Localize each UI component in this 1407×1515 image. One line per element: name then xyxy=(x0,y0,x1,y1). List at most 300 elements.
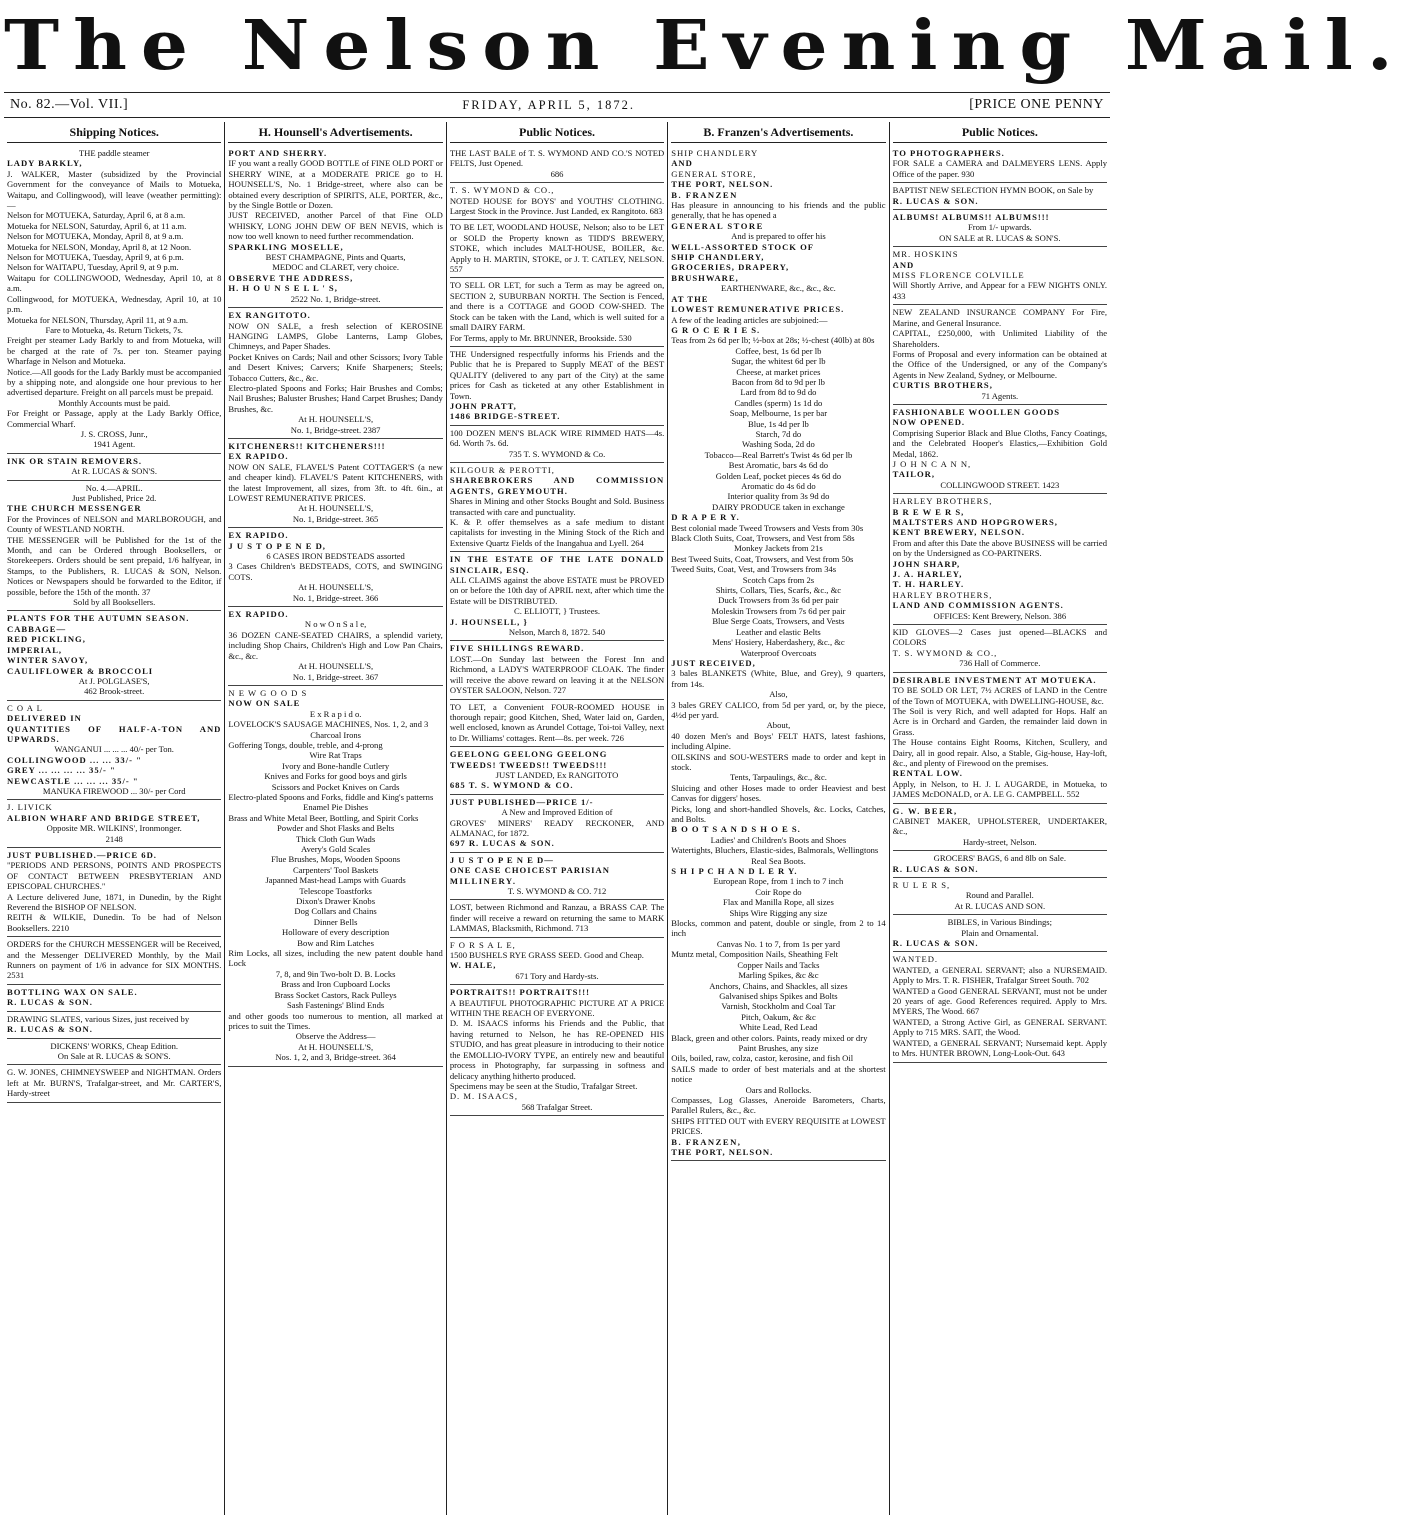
ad-text-line: Carpenters' Tool Baskets xyxy=(292,864,379,875)
ad-text-line: A BEAUTIFUL PHOTOGRAPHIC PICTURE AT A PRICE WITHIN THE REACH OF EVERYONE. xyxy=(449,997,665,1019)
ad-text-line: At R. LUCAS AND SON. xyxy=(954,900,1046,911)
ad-text-line: SHIP CHANDLERY, xyxy=(671,252,765,263)
ad-text-line: JUST PUBLISHED.—PRICE 6D. xyxy=(7,850,157,860)
ad-text-line: R. LUCAS & SON. xyxy=(7,997,93,1008)
ad-text-line: Galvanised ships Spikes and Bolts xyxy=(719,990,838,1001)
ad-text-line: B. FRANZEN xyxy=(671,189,738,200)
ad-text-line: CAPITAL, £250,000, with Unlimited Liability of the Shareholders. xyxy=(892,328,1108,349)
advertisement xyxy=(893,915,1107,952)
ad-text-line: European Rope, from 1 inch to 7 inch xyxy=(713,876,844,887)
ad-text-line: 40 dozen Men's and Boys' FELT HATS, latest fashions, including Alpine. xyxy=(671,730,886,752)
ad-text-line: Starch, 7d do xyxy=(755,428,802,439)
ad-text-line: "PERIODS AND PERSONS, POINTS AND PROSPECTS OF CONTACT BETWEEN PRESBYTERIAN AND EPISCOPAL CHURCHES." xyxy=(7,860,222,892)
advertisement xyxy=(671,146,885,1161)
ad-text-line: TO PHOTOGRAPHERS. xyxy=(892,148,1005,158)
ad-text-line: Charcoal Irons xyxy=(310,729,362,740)
advertisement xyxy=(228,607,442,686)
advertisement xyxy=(893,210,1107,247)
ad-text-line: Shirts, Collars, Ties, Scarfs, &c., &c xyxy=(715,585,842,596)
ad-text-line: Sash Fastenings' Blind Ends xyxy=(286,1000,385,1011)
ad-text-line: SHIP CHANDLERY xyxy=(671,148,759,158)
ad-text-line: J. S. CROSS, Junr., xyxy=(80,428,148,439)
ad-text-line: IMPERIAL, xyxy=(7,644,63,655)
ad-text-line: GENERAL STORE, xyxy=(671,168,757,179)
ad-text-line: NOW ON SALE xyxy=(228,698,301,709)
ad-text-line: LOST.—On Sunday last between the Forest Inn and Richmond, a LADY'S WATERPROOF CLOAK. The finder will receive the above reward on leaving it at the NELSON OYSTER SALOON, Nelson. 727 xyxy=(449,653,665,696)
ad-text-line: SHAREBROKERS AND COMMISSION AGENTS, GREYMOUTH. xyxy=(449,475,665,496)
ad-text-line: For Terms, apply to Mr. BRUNNER, Brookside. 530 xyxy=(449,332,632,343)
ad-text-line: Watertights, Bluchers, Elastic-sides, Balmorals, Wellingtons xyxy=(671,845,879,856)
ad-text-line: FOR SALE a CAMERA and DALMEYERS LENS. Apply Office of the paper. 930 xyxy=(892,158,1108,179)
ad-text-line: MEDOC and CLARET, very choice. xyxy=(272,262,400,273)
ad-text-line: EARTHENWARE, &c., &c., &c. xyxy=(721,283,836,294)
ad-text-line: JUST PUBLISHED—PRICE 1/- xyxy=(449,796,594,807)
ad-text-line: THE LAST BALE of T. S. WYMOND AND CO.'S NOTED FELTS, Just Opened. xyxy=(449,148,665,169)
ad-text-line: J. A. HARLEY, xyxy=(892,569,963,580)
ad-text-line: Electro-plated Spoons and Forks; Hair Brushes and Combs; Nail Brushes; Baluster Brushes; Hand Carpet Brushes; Dandy Brushes, &c. xyxy=(228,382,443,414)
ad-text-line: At H. HOUNSELL'S, xyxy=(298,414,374,425)
ad-text-line: About, xyxy=(766,720,791,731)
ad-text-line: LAND AND COMMISSION AGENTS. xyxy=(892,600,1064,611)
ad-text-line: ALL CLAIMS against the above ESTATE must be PROVED on or before the 10th day of APRIL next, after which time the Estate will be DISTRIBUTED. xyxy=(449,575,665,606)
ad-text-line: 3 Cases Children's BEDSTEADS, COTS, and SWINGING COTS. xyxy=(228,561,443,582)
ad-text-line: 1500 BUSHELS RYE GRASS SEED. Good and Cheap. xyxy=(449,950,644,961)
ad-text-line: Paint Brushes, any size xyxy=(738,1042,819,1053)
ad-text-line: Leather and elastic Belts xyxy=(736,626,821,637)
ad-text-line: CURTIS BROTHERS, xyxy=(892,380,993,391)
ad-text-line: Flue Brushes, Mops, Wooden Spoons xyxy=(271,854,401,865)
advertisement xyxy=(450,985,664,1116)
ad-text-line: Avery's Gold Scales xyxy=(301,844,371,854)
ad-text-line: THE paddle steamer xyxy=(78,148,150,158)
column-public-notices-1 xyxy=(446,122,667,1515)
ad-text-line: S H I P C H A N D L E R Y. xyxy=(671,866,798,877)
ad-text-line: Ladies' and Children's Boots and Shoes xyxy=(710,834,847,845)
ad-text-line: Interior quality from 3s 9d do xyxy=(727,491,830,502)
ad-text-line: J U S T O P E N E D, xyxy=(228,540,326,551)
advertisement xyxy=(893,494,1107,625)
column-heading: Shipping Notices. xyxy=(7,122,221,143)
ad-text-line: N o w O n S a l e, xyxy=(304,619,367,630)
ad-text-line: G. W. JONES, CHIMNEYSWEEP and NIGHTMAN. Orders left at Mr. BURN'S, Trafalgar-street, and Mr. CARTER'S, Hardy-street xyxy=(7,1067,222,1099)
ad-text-line: CAULIFLOWER & BROCCOLI xyxy=(7,665,154,676)
ad-text-line: TO BE LET, WOODLAND HOUSE, Nelson; also to be LET or SOLD the Property known as TIDD'S BREWERY, STOKE, which includes MALT-HOUSE, BOILER, &c. Apply to H. MARTIN, STOKE, or J. T. CATLEY, NELSON. 557 xyxy=(449,222,665,275)
ad-text-line: ON SALE at R. LUCAS & SON'S. xyxy=(939,232,1061,243)
ad-text-line: R U L E R S, xyxy=(892,880,951,890)
ad-text-line: LOST, between Richmond and Ranzau, a BRASS CAP. The finder will receive a reward on returning the same to MARK LAMMAS, Blacksmith, Richmond. 713 xyxy=(449,902,665,934)
ad-text-line: 685 T. S. WYMOND & CO. xyxy=(449,780,574,791)
ad-text-line: Nos. 1, 2, and 3, Bridge-street. 364 xyxy=(275,1052,396,1063)
ad-text-line: TWEEDS! TWEEDS!! TWEEDS!!! xyxy=(449,759,608,770)
advertisement xyxy=(893,247,1107,305)
ad-text-line: R. LUCAS & SON. xyxy=(892,195,979,206)
ad-text-line: EX RANGITOTO. xyxy=(228,310,311,321)
masthead-title: The Nelson Evening Mail. xyxy=(4,6,1407,86)
ad-text-line: OFFICES: Kent Brewery, Nelson. 386 xyxy=(933,610,1067,621)
ad-text-line: TO BE SOLD OR LET, 7½ ACRES of LAND in the Centre of the Town of MOTUEKA, with DWELLING-HOUSE, &c. xyxy=(892,685,1108,706)
ad-text-line: JOHN SHARP, xyxy=(892,558,961,569)
ad-text-line: Best Tweed Suits, Coat, Trowsers, and Vest from 50s xyxy=(671,553,854,564)
ad-text-line: EX RAPIDO. xyxy=(228,530,289,541)
column-hounsell-ads xyxy=(224,122,445,1515)
ad-text-line: ONE CASE CHOICEST PARISIAN xyxy=(449,865,610,876)
ad-text-line: GEELONG GEELONG GEELONG xyxy=(449,749,608,760)
ad-text-line: GENERAL STORE xyxy=(671,220,764,231)
advertisement xyxy=(228,439,442,528)
advertisement xyxy=(893,851,1107,878)
column-heading: Public Notices. xyxy=(450,122,664,143)
ad-text-line: T. S. WYMOND & CO. 712 xyxy=(507,886,607,896)
ad-text-line: Golden Leaf, pocket pieces 4s 6d do xyxy=(715,470,842,481)
ad-text-line: Notice.—All goods for the Lady Barkly must be accompanied by a shipping note, and alongside one hour previous to her advertised departure. Freight on all parcels must be prepaid. xyxy=(7,366,222,398)
ad-text-line: 6 CASES IRON BEDSTEADS assorted xyxy=(266,551,405,562)
ad-text-line: Nelson for MOTUEKA, Tuesday, April 9, at 6 p.m. xyxy=(7,252,184,263)
ad-text-line: Motueka for NELSON, Saturday, April 6, at 11 a.m. xyxy=(7,220,187,231)
ad-text-line: Tents, Tarpaulings, &c., &c. xyxy=(729,772,827,783)
advertisement xyxy=(7,611,221,700)
ad-text-line: Best Aromatic, bars 4s 6d do xyxy=(728,460,829,471)
ad-text-line: Blue, 1s 4d per lb xyxy=(747,418,809,429)
ad-text-line: Nelson, March 8, 1872. 540 xyxy=(508,627,606,638)
ad-text-line: BIBLES, in Various Bindings; xyxy=(947,917,1053,928)
advertisement xyxy=(893,405,1107,494)
ad-text-line: 1486 BRIDGE-STREET. xyxy=(449,411,561,422)
ad-text-line: BAPTIST NEW SELECTION HYMN BOOK, on Sale by xyxy=(892,185,1094,196)
ad-text-line: Brass and Iron Cupboard Locks xyxy=(280,979,391,990)
ad-text-line: Bacon from 8d to 9d per lb xyxy=(731,376,825,387)
ad-text-line: EX RAPIDO. xyxy=(228,451,289,462)
advertisement xyxy=(893,878,1107,915)
ad-text-line: C. ELLIOTT, } Trustees. xyxy=(513,606,601,617)
advertisement xyxy=(450,426,664,463)
ad-text-line: INK OR STAIN REMOVERS. xyxy=(7,455,143,466)
ad-text-line: Washing Soda, 2d do xyxy=(742,439,815,450)
ad-text-line: Brass Socket Castors, Rack Pulleys xyxy=(274,989,397,1000)
ad-text-line: KID GLOVES—2 Cases just opened—BLACKS and COLORS xyxy=(892,627,1108,648)
ad-text-line: 3 bales BLANKETS (White, Blue, and Grey), 9 quarters, from 14s. xyxy=(671,668,886,689)
ad-text-line: For the Provinces of NELSON and MARLBOROUGH, and County of WESTLAND NORTH. xyxy=(7,513,222,535)
ad-text-line: QUANTITIES OF HALF-A-TON AND UPWARDS. xyxy=(7,723,222,744)
ad-text-line: 671 Tory and Hardy-sts. xyxy=(515,970,599,981)
ad-text-line: WINTER SAVOY, xyxy=(7,655,89,666)
ad-text-line: WANGANUI ... ... ... 40/- per Ton. xyxy=(54,744,174,755)
advertisement xyxy=(450,463,664,552)
ad-text-line: Scissors and Pocket Knives on Cards xyxy=(271,781,400,792)
advertisement xyxy=(450,183,664,220)
advertisement xyxy=(228,686,442,1067)
advertisement xyxy=(893,305,1107,405)
ad-text-line: Sluicing and other Hoses made to order Heaviest and best Canvas for diggers' hoses. xyxy=(671,782,886,804)
advertisement xyxy=(450,700,664,748)
ad-text-line: Duck Trowsers from 3s 6d per pair xyxy=(718,595,839,606)
ad-text-line: OILSKINS and SOU-WESTERS made to order and kept in stock. xyxy=(671,751,886,772)
ad-text-line: Scotch Caps from 2s xyxy=(742,574,815,585)
ad-text-line: 735 T. S. WYMOND & Co. xyxy=(508,448,606,459)
column-heading: H. Hounsell's Advertisements. xyxy=(228,122,442,143)
ad-text-line: Has pleasure in announcing to his friends and the public generally, that he has opened a xyxy=(671,200,886,221)
ad-text-line: MALTSTERS AND HOPGROWERS, xyxy=(892,517,1058,527)
ad-text-line: J O H N C A N N, xyxy=(892,458,972,469)
ad-text-line: Black Cloth Suits, Coat, Trowsers, and Vest from 58s xyxy=(671,533,855,544)
ad-text-line: Observe the Address— xyxy=(295,1031,376,1042)
ad-text-line: BEST CHAMPAGNE, Pints and Quarts, xyxy=(265,252,406,263)
ad-text-line: HARLEY BROTHERS, xyxy=(892,496,993,507)
ad-text-line: B R E W E R S, xyxy=(892,506,965,517)
ad-text-line: Coffee, best, 1s 6d per lb xyxy=(735,345,822,356)
ad-text-line: ALBION WHARF AND BRIDGE STREET, xyxy=(7,812,201,823)
advertisement xyxy=(7,1012,221,1039)
ad-text-line: WANTED, a GENERAL SERVANT; Nursemaid kept. Apply to Mrs. HUNTER BROWN, Long-Look-Out. 643 xyxy=(892,1037,1108,1059)
ad-text-line: 568 Trafalgar Street. xyxy=(521,1101,593,1112)
ad-text-line: GROVES' MINERS' READY RECKONER, AND ALMANAC, for 1872. xyxy=(449,817,665,838)
ad-text-line: Electro-plated Spoons and Forks, fiddle and King's patterns xyxy=(228,791,434,802)
ad-text-line: From and after this Date the above BUSINESS will be carried on by the Undersigned as CO-PARTNERS. xyxy=(892,537,1108,559)
columns xyxy=(4,122,1110,1515)
ad-text-line: AND xyxy=(671,158,693,169)
advertisement xyxy=(228,146,442,308)
advertisement xyxy=(7,1039,221,1066)
ad-text-line: Moleskin Trowsers from 7s 6d per pair xyxy=(711,605,846,616)
ad-text-line: Monkey Jackets from 21s xyxy=(734,543,823,554)
advertisement xyxy=(7,800,221,848)
ad-text-line: PORT AND SHERRY. xyxy=(228,148,328,158)
ad-text-line: The House contains Eight Rooms, Kitchen, Scullery, and Dairy, all in good repair. Also, a Stable, Gig-house, Hay-loft, &c., and plenty of Firewood on the premises. xyxy=(892,737,1108,768)
ad-text-line: Copper Nails and Tacks xyxy=(737,959,820,970)
ad-text-line: Waitapu for COLLINGWOOD, Wednesday, April 10, at 8 a.m. xyxy=(7,272,222,294)
ad-text-line: THE Undersigned respectfully informs his Friends and the Public that he is Prepared to Supply MEAT of the BEST QUALITY (delivered to any part of the City) at the same prices for Cash as ticketed at any other Establishment in Town. xyxy=(449,348,665,401)
ad-text-line: Pitch, Oakum, &c &c xyxy=(741,1011,816,1022)
ad-text-line: NOW ON SALE, FLAVEL'S Patent COTTAGER'S (a new and cheaper kind). FLAVEL'S Patent KITCHENERS, with the latest Improvement, all sizes, from 3ft. to 4ft. 6in., at LOWEST REMUNERATIVE PRICES. xyxy=(228,461,443,503)
ad-text-line: WANTED a Good GENERAL SERVANT, must not be under 20 years of age. Good References required. Apply to Mrs. MYERS, The Wood. 667 xyxy=(892,985,1108,1017)
ad-text-line: MR. HOSKINS xyxy=(892,249,959,260)
ad-text-line: At H. HOUNSELL'S, xyxy=(298,582,374,593)
ad-text-line: No. 4.—APRIL. xyxy=(85,482,143,493)
ad-text-line: Compasses, Log Glasses, Aneroide Barometers, Charts, Parallel Rulers, &c., &c. xyxy=(671,1094,886,1116)
ad-text-line: THE PORT, NELSON. xyxy=(671,1147,774,1157)
ad-text-line: Will Shortly Arrive, and Appear for a FEW NIGHTS ONLY. 433 xyxy=(892,280,1108,301)
ad-text-line: At J. POLGLASE'S, xyxy=(78,675,150,686)
ad-text-line: Tweed Suits, Coat, Vest, and Trowsers from 34s xyxy=(671,564,837,575)
ad-text-line: JOHN PRATT, xyxy=(449,400,517,411)
advertisement xyxy=(7,454,221,481)
ad-text-line: D. M. ISAACS, xyxy=(449,1091,518,1102)
advertisement xyxy=(893,183,1107,210)
ad-text-line: E x R a p i d o. xyxy=(309,708,362,719)
ad-text-line: 686 xyxy=(550,168,564,179)
ad-text-line: GREY ... ... ... ... 35/- " xyxy=(7,765,116,776)
ad-text-line: KENT BREWERY, NELSON. xyxy=(892,527,1026,538)
ad-text-line: EX RAPIDO. xyxy=(228,609,289,620)
ad-text-line: Blocks, common and patent, double or single, from 2 to 14 inch xyxy=(671,918,886,939)
ad-text-line: BOTTLING WAX ON SALE. xyxy=(7,986,138,997)
ad-text-line: IF you want a really GOOD BOTTLE of FINE OLD PORT or SHERRY WINE, at a MODERATE PRICE go to H. HOUNSELL'S, No. 1 Bridge-street, where also can be obtained every description of SPIRITS, ALE, PORTER, &c., by the Single Bottle or Dozen. xyxy=(228,158,443,211)
column-shipping-notices xyxy=(4,122,224,1515)
ad-text-line: 36 DOZEN CANE-SEATED CHAIRS, a splendid variety, including Shop Chairs, Children's High and Low Pan Chairs, &c., &c. xyxy=(228,629,443,661)
ad-text-line: Comprising Superior Black and Blue Cloths, Fancy Coatings, and the Celebrated Hooper's Elastics,—Exhibition Gold Medal, 1862. xyxy=(892,427,1108,459)
ad-text-line: G. W. BEER, xyxy=(892,805,958,816)
ad-text-line: AND xyxy=(892,259,915,270)
ad-text-line: KITCHENERS!! KITCHENERS!!! xyxy=(228,440,386,451)
ad-text-line: Monthly Accounts must be paid. xyxy=(58,397,171,408)
ad-text-line: Oils, boiled, raw, colza, castor, kerosine, and fish Oil xyxy=(671,1053,854,1064)
ad-text-line: Dog Collars and Chains xyxy=(294,906,377,917)
ad-text-line: Motueka for NELSON, Thursday, April 11, at 9 a.m. xyxy=(7,314,189,325)
ad-text-line: SAILS made to order of best materials and at the shortest notice xyxy=(671,1063,886,1085)
ad-text-line: Teas from 2s 6d per lb; ½-box at 28s; ½-chest (40lb) at 80s xyxy=(671,335,875,346)
ad-text-line: AT THE xyxy=(671,293,709,304)
ad-text-line: T. S. WYMOND & CO., xyxy=(449,185,555,196)
ad-text-line: Holloware of every description xyxy=(282,927,390,938)
ad-text-line: K. & P. offer themselves as a safe medium to distant capitalists for investing in the Mining Stock of the Rich and Extensive Quartz Fields of the Inangahua and Lyell. 264 xyxy=(449,517,665,548)
ad-text-line: Opposite MR. WILKINS', Ironmonger. xyxy=(46,823,182,834)
ad-text-line: G R O C E R I E S. xyxy=(671,324,761,335)
advertisement xyxy=(450,900,664,937)
ad-text-line: For Freight or Passage, apply at the Lady Barkly Office, Commercial Wharf. xyxy=(7,408,222,429)
advertisement xyxy=(7,985,221,1012)
ad-text-line: On Sale at R. LUCAS & SON'S. xyxy=(57,1050,171,1061)
ad-text-line: Flax and Manilla Rope, all sizes xyxy=(723,897,834,908)
ad-text-line: Enamel Pie Dishes xyxy=(303,802,369,813)
ad-text-line: J. HOUNSELL, } xyxy=(449,616,528,627)
ad-text-line: NEW ZEALAND INSURANCE COMPANY For Fire, Marine, and General Insurance. xyxy=(892,307,1108,328)
ad-text-line: Best colonial made Tweed Trowsers and Vests from 30s xyxy=(671,522,864,533)
ad-text-line: C O A L xyxy=(7,702,43,713)
ad-text-line: No. 1, Bridge-street. 367 xyxy=(292,671,379,682)
advertisement xyxy=(450,146,664,183)
ad-text-line: SPARKLING MOSELLE, xyxy=(228,241,344,252)
ad-text-line: THE PORT, NELSON. xyxy=(671,179,774,190)
advertisement xyxy=(228,528,442,607)
ad-text-line: A Lecture delivered June, 1871, in Dunedin, by the Right Reverend the BISHOP OF NELSON. xyxy=(7,891,222,913)
advertisement xyxy=(893,804,1107,852)
advertisement xyxy=(893,625,1107,673)
ad-text-line: KILGOUR & PEROTTI, xyxy=(449,464,555,475)
ad-text-line: 736 Hall of Commerce. xyxy=(959,658,1041,669)
advertisement xyxy=(893,952,1107,1062)
ad-text-line: A few of the leading articles are subjoined:— xyxy=(671,314,828,325)
ad-text-line: 462 Brook-street. xyxy=(84,686,145,697)
ad-text-line: SHIPS FITTED OUT with EVERY REQUISITE at LOWEST PRICES. xyxy=(671,1115,886,1137)
ad-text-line: THE MESSENGER will be Published for the 1st of the Month, and can be Ordered through Booksellers, or Storekeepers. Orders should be sent prepaid, 1/6 halfyear, in Stamps, to the Publishers, R. LUCAS & SON, Nelson. Notices or Newspapers should be forwarded to the Editor, if possible, before the 15th of the month. 37 xyxy=(7,534,222,597)
ad-text-line: No. 1, Bridge-street. 366 xyxy=(292,592,379,603)
ad-text-line: Nelson for MOTUEKA, Saturday, April 6, at 8 a.m. xyxy=(7,210,186,221)
ad-text-line: TAILOR, xyxy=(892,469,936,480)
ad-text-line: D R A P E R Y. xyxy=(671,512,740,523)
advertisement xyxy=(7,937,221,985)
ad-text-line: Soap, Melbourne, 1s per bar xyxy=(729,408,828,419)
advertisement xyxy=(450,220,664,278)
ad-text-line: GROCERS' BAGS, 6 and 8lb on Sale. xyxy=(933,853,1067,864)
ad-text-line: Anchors, Chains, and Shackles, all sizes xyxy=(709,980,848,991)
ad-text-line: Brass and White Metal Beer, Bottling, and Spirit Corks xyxy=(228,812,419,823)
ad-text-line: R. LUCAS & SON. xyxy=(7,1024,93,1035)
ad-text-line: B. FRANZEN, xyxy=(671,1136,742,1147)
column-public-notices-2 xyxy=(889,122,1110,1515)
advertisement xyxy=(893,673,1107,804)
ad-text-line: 7, 8, and 9in Two-bolt D. B. Locks xyxy=(275,968,396,979)
ad-text-line: RENTAL LOW. xyxy=(892,768,963,779)
ad-text-line: Ivory and Bone-handle Cutlery xyxy=(282,760,390,771)
ad-text-line: Canvas No. 1 to 7, from 1s per yard xyxy=(716,938,840,949)
ad-text-line: At H. HOUNSELL'S, xyxy=(298,1041,374,1052)
ad-text-line: LOVELOCK'S SAUSAGE MACHINES, Nos. 1, 2, and 3 xyxy=(228,719,429,730)
ad-text-line: GROCERIES, DRAPERY, xyxy=(671,262,790,273)
ad-text-line: and other goods too numerous to mention, all marked at prices to suit the Times. xyxy=(228,1010,443,1031)
ad-text-line: Forms of Proposal and every information can be obtained at the Office of the Undersigned, or any of the Company's Agents in New Zealand, Sydney, or Melbourne. xyxy=(892,348,1108,380)
ad-text-line: Mens' Hosiery, Haberdashery, &c., &c xyxy=(712,637,845,648)
advertisement xyxy=(7,701,221,801)
ad-text-line: NOW OPENED. xyxy=(892,417,966,428)
ad-text-line: Pocket Knives on Cards; Nail and other Scissors; Ivory Table and Desert Knives; Carvers; Knife Sharpeners; Steels; Tobacco Cutters, &c., &c. xyxy=(228,351,443,383)
ad-text-line: Nelson for MOTUEKA, Monday, April 8, at 9 a.m. xyxy=(7,231,184,242)
ad-text-line: NOTED HOUSE for BOYS' and YOUTHS' CLOTHING. Largest Stock in the Province. Just Landed, ex Rangitoto. 683 xyxy=(449,195,665,217)
ad-text-line: TO LET, a Convenient FOUR-ROOMED HOUSE in thorough repair; good Kitchen, Shed, Water laid on, Garden, well enclosed, known as Arundel Cottage, Toi-toi Valley, next to Dr. Williams' cottages. Rent—8s. per week. 726 xyxy=(449,701,665,743)
ad-text-line: Plain and Ornamental. xyxy=(961,927,1039,938)
column-heading: Public Notices. xyxy=(893,122,1107,143)
ad-text-line: From 1/- upwards. xyxy=(967,222,1032,233)
ad-text-line: Sold by all Booksellers. xyxy=(73,597,156,608)
ad-text-line: No. 1, Bridge-street. 2387 xyxy=(290,424,381,435)
ad-text-line: Wire Rat Traps xyxy=(309,750,362,761)
advertisement xyxy=(450,747,664,795)
ad-text-line: Goffering Tongs, double, treble, and 4-prong xyxy=(228,739,383,750)
ad-text-line: FASHIONABLE WOOLLEN GOODS xyxy=(892,406,1061,417)
ad-text-line: JUST LANDED, Ex RANGITOTO xyxy=(495,769,619,780)
ad-text-line: A New and Improved Edition of xyxy=(501,807,613,818)
ad-text-line: CABBAGE— xyxy=(7,623,67,634)
advertisement xyxy=(7,848,221,937)
issue-number: No. 82.—Vol. VII.] xyxy=(10,97,129,112)
ad-text-line: J. LIVICK xyxy=(7,802,53,813)
ad-text-line: Waterproof Overcoats xyxy=(740,647,817,658)
ad-text-line: J U S T O P E N E D— xyxy=(449,854,554,865)
ad-text-line: DICKENS' WORKS, Cheap Edition. xyxy=(50,1040,179,1051)
ad-text-line: Aromatic do 4s 6d do xyxy=(741,481,816,491)
ad-text-line: Dixon's Drawer Knobs xyxy=(296,896,376,907)
ad-text-line: 1941 Agent. xyxy=(93,439,136,450)
ad-text-line: MILLINERY. xyxy=(449,875,517,886)
ad-text-line: LOWEST REMUNERATIVE PRICES. xyxy=(671,304,845,315)
ad-text-line: 697 R. LUCAS & SON. xyxy=(449,838,555,849)
ad-text-line: REITH & WILKIE, Dunedin. To be had of Nelson Booksellers. 2210 xyxy=(7,912,222,933)
advertisement xyxy=(450,347,664,426)
ad-text-line: COLLINGWOOD STREET. 1423 xyxy=(940,479,1060,490)
ad-text-line: NOW ON SALE, a fresh selection of KEROSINE HANGING LAMPS, Globe Lanterns, Lamp Globes, Chimneys, and Paper Shades. xyxy=(228,320,443,352)
ad-text-line: No. 1, Bridge-street. 365 xyxy=(292,513,379,524)
ad-text-line: Just Published, Price 2d. xyxy=(72,493,157,503)
ad-text-line: MISS FLORENCE COLVILLE xyxy=(892,270,1025,281)
ad-text-line: Powder and Shot Flasks and Belts xyxy=(277,823,395,834)
ad-text-line: PLANTS FOR THE AUTUMN SEASON. xyxy=(7,613,190,624)
ad-text-line: 100 DOZEN MEN'S BLACK WIRE RIMMED HATS—4s. 6d. Worth 7s. 6d. xyxy=(449,427,665,449)
ad-text-line: 2522 No. 1, Bridge-street. xyxy=(290,293,381,304)
ad-text-line: T. H. HARLEY. xyxy=(892,579,965,590)
ad-text-line: Shares in Mining and other Stocks Bought and Sold. Business transacted with care and punctuality. xyxy=(449,496,665,517)
ad-text-line: Fare to Motueka, 4s. Return Tickets, 7s. xyxy=(45,324,183,335)
advertisement xyxy=(450,853,664,901)
ad-text-line: Tobacco—Real Barrett's Twist 4s 6d per lb xyxy=(704,449,853,460)
ad-text-line: CABINET MAKER, UPHOLSTERER, UNDERTAKER, &c., xyxy=(892,815,1108,837)
ad-text-line: COLLINGWOOD ... ... 33/- " xyxy=(7,754,142,765)
ad-text-line: Collingwood, for MOTUEKA, Wednesday, April 10, at 10 p.m. xyxy=(7,293,222,315)
ad-text-line: Thick Cloth Gun Wads xyxy=(296,833,376,844)
ad-text-line: W. HALE, xyxy=(449,960,497,971)
ad-text-line: Freight per steamer Lady Barkly to and from Motueka, will be charged at the rate of 7s. per ton. Steamer paying Wharfage in Nelson and Motueka. xyxy=(7,335,222,367)
ad-text-line: Varnish, Stockholm and Coal Tar xyxy=(721,1001,836,1012)
ad-text-line: 3 bales GREY CALICO, from 5d per yard, or, by the piece, 4½d per yard. xyxy=(671,699,886,720)
ad-text-line: R. LUCAS & SON. xyxy=(892,863,979,874)
advertisement xyxy=(7,146,221,454)
